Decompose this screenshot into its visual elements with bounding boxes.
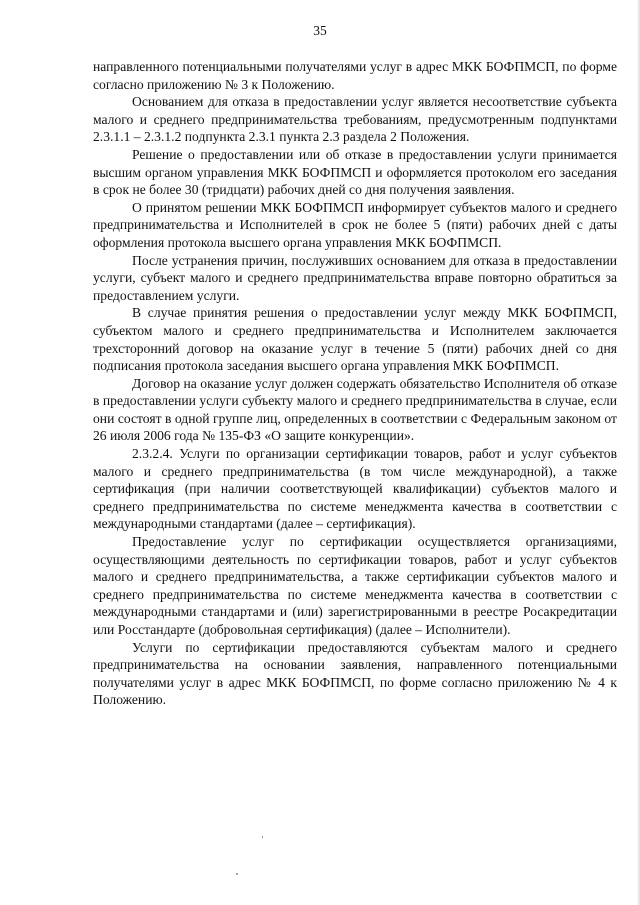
- paragraph-contract-obligation: Договор на оказание услуг должен содержать обязательство Исполнителя об отказе в предоставлении услуги субъекту малого и среднего предпринимательства в случае, если они состоят в одной группе лиц, определенных в соответствии с Федеральным законом от 26 июля 2006 года № 135-ФЗ «О защите конкуренции».: [93, 375, 617, 444]
- paragraph-reapplication: После устранения причин, послуживших основанием для отказа в предоставлении услуги, субъект малого и среднего предпринимательства вправе повторно обратиться за предоставлением услуги.: [93, 252, 617, 303]
- paragraph-certification-application: Услуги по сертификации предоставляются субъектам малого и среднего предпринимательства на основании заявления, направленного потенциальными получателями услуг в адрес МКК БОФПМСП, по форме согласно приложению № 4 к Положению.: [93, 639, 617, 708]
- paragraph-certification-providers: Предоставление услуг по сертификации осуществляется организациями, осуществляющими деятельность по сертификации товаров, работ и услуг субъектов малого и среднего предпринимательства, а также сертификации субъектов малого и среднего предпринимательства по системе менеджмента качества в соответствии с международными стандартами и (или) зарегистрированными в реестре Росакредитации или Росстандарте (добровольная сертификация) (далее – Исполнители).: [93, 534, 617, 637]
- paragraph-notification: О принятом решении МКК БОФПМСП информирует субъектов малого и среднего предпринимательства и Исполнителей в срок не более 5 (пяти) рабочих дней с даты оформления протокола высшего органа управления МКК БОФПМСП.: [93, 199, 617, 250]
- paragraph-certification-services: 2.3.2.4. Услуги по организации сертификации товаров, работ и услуг субъектов малого и среднего предпринимательства (в том числе международной), а также сертификация (при наличии соответствующей квалификации) субъектов малого и среднего предпринимательства по системе менеджмента качества в соответствии с международными стандартами (далее – сертификация).: [93, 446, 617, 532]
- paragraph-decision: Решение о предоставлении или об отказе в предоставлении услуги принимается высшим органом управления МКК БОФПМСП и оформляется протоколом его заседания в срок не более 30 (тридцати) рабочих дней со дня получения заявления.: [93, 146, 617, 198]
- document-body: [93, 58, 617, 709]
- paragraph-refusal-grounds: Основанием для отказа в предоставлении услуг является несоответствие субъекта малого и среднего предпринимательства требованиям, предусмотренным подпунктами 2.3.1.1 – 2.3.1.2 подпункта 2.3.1 пункта 2.3 раздела 2 Положения.: [93, 94, 617, 145]
- scan-speck: [236, 873, 238, 875]
- paragraph-tripartite-contract: В случае принятия решения о предоставлении услуг между МКК БОФПМСП, субъектом малого и среднего предпринимательства и Исполнителем заключается трехсторонний договор на оказание услуг в течение 5 (пяти) рабочих дней со дня подписания протокола заседания высшего органа управления МКК БОФПМСП.: [93, 305, 617, 374]
- page-number: 35: [313, 23, 327, 38]
- scan-speck: [262, 836, 263, 838]
- paragraph-continuation: направленного потенциальными получателями услуг в адрес МКК БОФПМСП, по форме согласно приложению № 3 к Положению.: [93, 59, 617, 92]
